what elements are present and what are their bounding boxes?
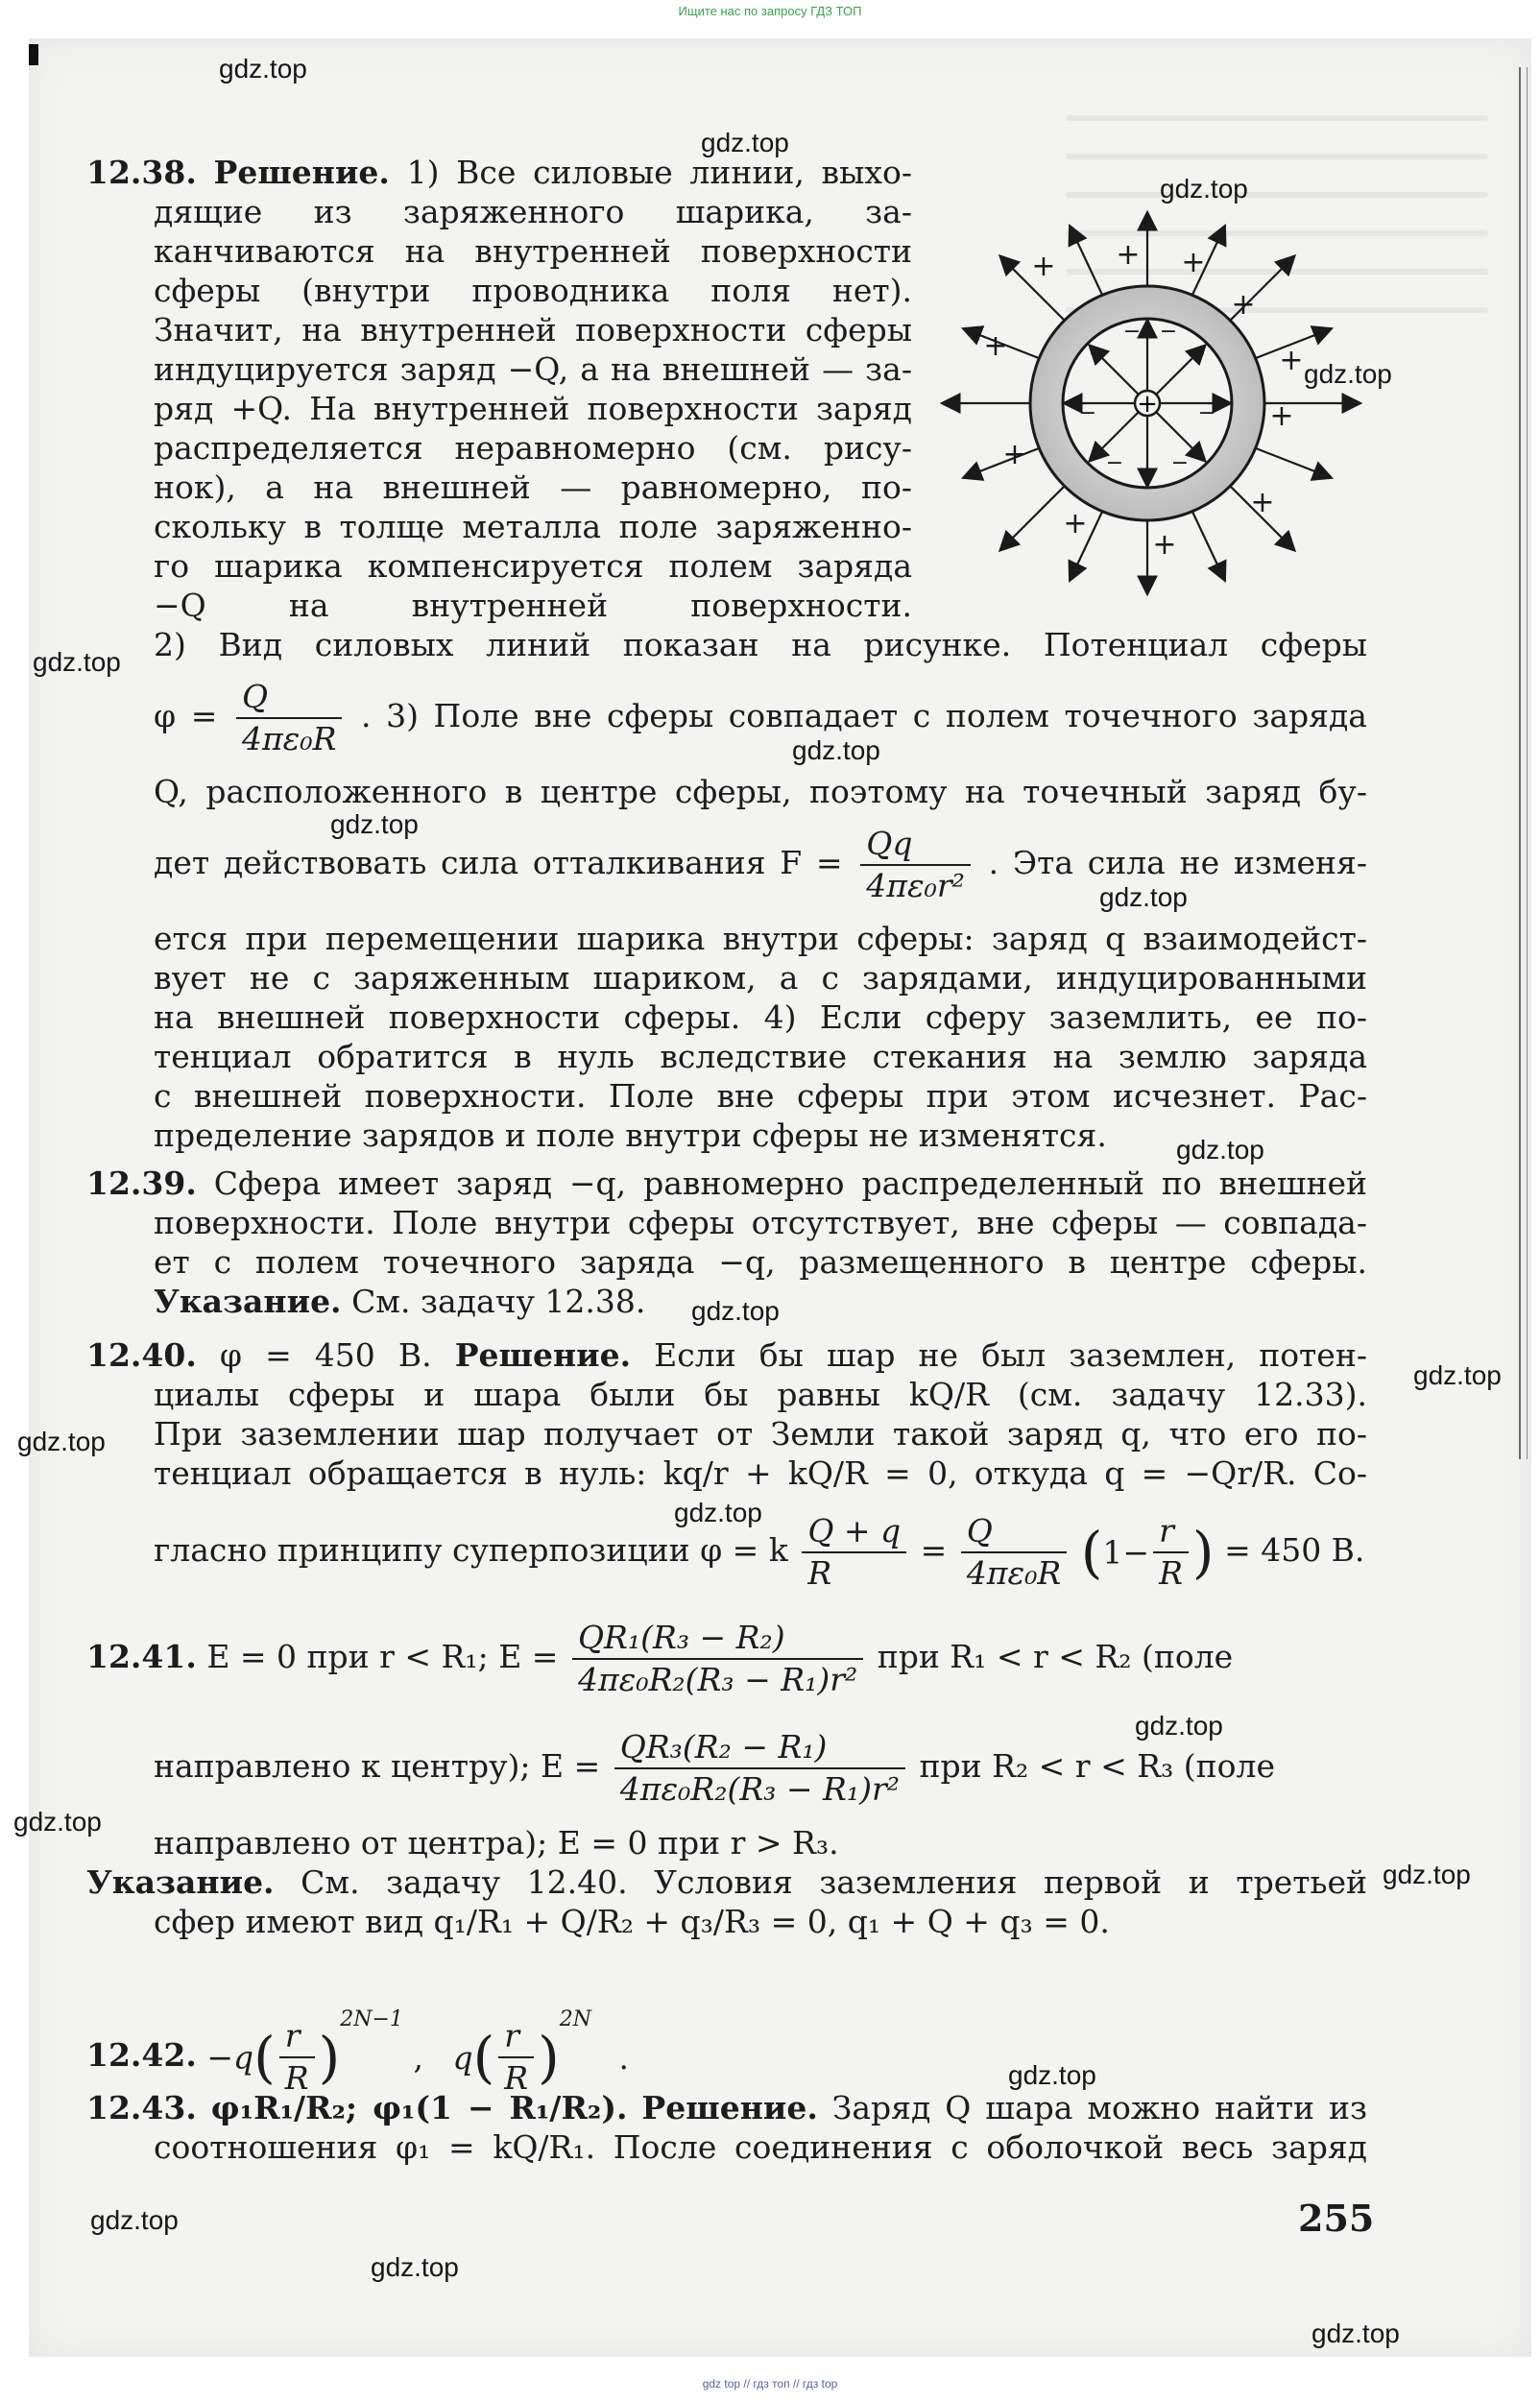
text-segment: направлено к центру); E = [154, 1747, 601, 1785]
solution-label: Решение. [641, 2089, 818, 2126]
text-segment: при R₂ < r < R₃ (поле [919, 1747, 1276, 1785]
formula-line [154, 672, 1367, 760]
text-segment: φ = [154, 697, 218, 734]
watermark: gdz.top [17, 1427, 106, 1456]
fraction [961, 1511, 1067, 1594]
text-segment: Сфера имеет заряд −q, равномерно распределенный по внешней [213, 1165, 1367, 1202]
text-line: тенциал обратится в нуль вследствие стекания на землю заряда [154, 1038, 1367, 1075]
fraction [279, 2016, 315, 2099]
numerator: r [1153, 1511, 1189, 1553]
text-line: циалы сферы и шара были бы равны kQ/R (см. задачу 12.33). [154, 1376, 1367, 1413]
watermark: gdz.top [90, 2205, 179, 2235]
plus-sign: + [983, 329, 1008, 363]
end-period: . [618, 2038, 629, 2077]
text-segment: Заряд Q шара можно найти из [831, 2089, 1367, 2126]
fraction [614, 1727, 905, 1810]
denominator: R [504, 2059, 529, 2097]
text-line: При заземлении шар получает от Земли такой заряд q, что его по- [154, 1415, 1367, 1453]
text-line: соотношения φ₁ = kQ/R₁. После соединения с оболочкой весь заряд [154, 2128, 1367, 2166]
watermark: gdz.top [371, 2252, 459, 2282]
text-line [86, 2089, 1367, 2127]
watermark: gdz.top [1008, 2060, 1096, 2090]
watermark: gdz.top [13, 1807, 102, 1837]
plus-sign: + [1181, 246, 1206, 279]
text-line: ется при перемещении шарика внутри сферы: заряд q взаимодейст- [154, 920, 1367, 957]
watermark: gdz.top [33, 647, 121, 677]
answer-value: φ₁R₁/R₂; φ₁(1 − R₁/R₂). [210, 2089, 628, 2126]
formula-line: гласно принципу суперпозиции φ = k $\frac{Q + q}{R}$ = $\frac{Q}{\text{4πε₀R}}$ (1− $\frac{r}{R}$ ) = 450 В. [154, 1512, 1365, 1592]
text-line [154, 1283, 1367, 1321]
watermark: gdz.top [674, 1498, 762, 1527]
denominator: 4πε₀R [241, 720, 337, 757]
text-segment: См. задачу 12.40. Условия заземления первой и третьей [301, 1863, 1367, 1901]
watermark: gdz.top [219, 54, 307, 84]
minus-sign: − [1197, 401, 1216, 425]
problem-number: 12.40. [86, 1336, 197, 1374]
plus-sign: + [1116, 238, 1141, 272]
text-line: вует не с заряженным шариком, а с зарядами, индуцированными [154, 959, 1367, 997]
text-segment: 1) Все силовые линии, выхо- [406, 154, 912, 191]
text-line: распределяется неравномерно (см. рису- [154, 429, 912, 467]
text-line: тенциал обращается в нуль: kq/r + kQ/R = 0, откуда q = −Qr/R. Со- [154, 1454, 1367, 1492]
numerator: Qq [860, 824, 971, 866]
text-line: го шарика компенсируется полем заряда [154, 547, 912, 585]
numerator: r [279, 2016, 315, 2058]
answer-value: φ = 450 В. [219, 1336, 432, 1374]
text-segment: при R₁ < r < R₂ (поле [877, 1638, 1234, 1675]
text-line: на внешней поверхности сферы. 4) Если сферу заземлить, ее по- [154, 998, 1367, 1036]
problem-number: 12.39. [86, 1165, 197, 1202]
problem-number: 12.41. [86, 1638, 197, 1675]
denominator: 4πε₀r² [866, 867, 965, 904]
sphere-field-figure [936, 206, 1368, 600]
top-banner: Ищите нас по запросу ГДЗ ТОП [678, 4, 862, 18]
minus-sign: − [1078, 401, 1097, 425]
denominator: 4πε₀R₂(R₃ − R₁)r² [577, 1661, 858, 1698]
fraction [236, 677, 342, 759]
numerator: Q [236, 677, 342, 719]
minus-sign: − [1188, 342, 1207, 366]
problem-number: 12.38. [86, 154, 197, 191]
fraction [860, 824, 971, 906]
plus-sign: + [1031, 250, 1056, 283]
denominator: R [1159, 1554, 1183, 1592]
formula-line [154, 1722, 1367, 1811]
text-line: сфер имеют вид q₁/R₁ + Q/R₂ + q₃/R₃ = 0, q₁ + Q + q₃ = 0. [154, 1903, 1110, 1940]
plus-sign: + [1250, 486, 1275, 519]
text-line [86, 1863, 1367, 1902]
text-segment: дет действовать сила отталкивания F = [154, 844, 843, 881]
hint-label: Указание. [86, 1863, 275, 1901]
text-line: Q, расположенного в центре сферы, поэтому на точечный заряд бу- [154, 773, 1367, 810]
fraction [498, 2016, 534, 2099]
watermark: gdz.top [1099, 882, 1188, 912]
bottom-banner: gdz top // гдз топ // гдз top [702, 2377, 838, 2390]
text-segment: . 3) Поле вне сферы совпадает с полем точечного заряда [361, 697, 1367, 734]
problem-number: 12.43. [86, 2089, 197, 2126]
minus-sign: − [1105, 451, 1124, 475]
equals-sign: = [920, 1531, 948, 1569]
page-number: 255 [1298, 2197, 1375, 2240]
watermark: gdz.top [330, 809, 419, 839]
text-line: 2) Вид силовых линий показан на рисунке. Потенциал сферы [154, 626, 1367, 663]
plus-sign: + [1002, 438, 1027, 471]
minus-sign: − [1122, 320, 1142, 344]
fraction [802, 1511, 906, 1594]
ball-charge-sign: + [1137, 390, 1158, 419]
text-line: индуцируется заряд −Q, а на внешней — за- [154, 350, 912, 388]
text-line: дящие из заряженного шарика, за- [154, 193, 912, 230]
text-line: ет с полем точечного заряда −q, размещенного в центре сферы. [154, 1243, 1367, 1281]
minus-sign: − [1159, 320, 1178, 344]
formula-line [154, 819, 1367, 907]
denominator: R [284, 2059, 309, 2097]
text-segment: Если бы шар не был заземлен, потен- [654, 1336, 1367, 1374]
text-segment: гласно принципу суперпозиции φ = k [154, 1531, 788, 1569]
text-segment: q [452, 2038, 473, 2077]
plus-sign: + [1152, 528, 1177, 562]
formula-line: 12.42. −q( $\frac{r}{R}$ )$^{2N-1}$ , q( $\frac{r}{R}$ )$^{2N}$ . [86, 2007, 629, 2097]
watermark: gdz.top [1383, 1860, 1471, 1889]
text-segment: См. задачу 12.38. [351, 1283, 646, 1320]
hint-label: Указание. [154, 1283, 342, 1320]
plus-sign: + [1279, 344, 1304, 377]
watermark: gdz.top [1135, 1711, 1223, 1741]
text-segment: −q [206, 2038, 254, 2077]
text-line: канчиваются на внутренней поверхности [154, 232, 912, 270]
plus-sign: + [1063, 507, 1088, 540]
denominator: 4πε₀R₂(R₃ − R₁)r² [619, 1770, 900, 1808]
watermark: gdz.top [1304, 359, 1392, 389]
solution-label: Решение. [213, 154, 390, 191]
scan-corner-mark [29, 44, 38, 65]
text-line [86, 154, 912, 192]
text-line: с внешней поверхности. Поле вне сферы при этом исчезнет. Рас- [154, 1077, 1367, 1115]
paren-close: ) [1191, 1520, 1215, 1585]
watermark: gdz.top [1413, 1360, 1502, 1390]
denominator: R [807, 1554, 832, 1592]
numerator: Q [961, 1511, 1067, 1553]
solution-label: Решение. [454, 1336, 632, 1374]
minus-sign: − [1088, 342, 1107, 366]
formula-line [86, 1613, 1367, 1701]
text-line: скольку в толще металла поле заряженно- [154, 508, 912, 545]
watermark: gdz.top [792, 735, 880, 765]
watermark: gdz.top [1311, 2318, 1400, 2348]
text-line: нок), а на внешней — равномерно, по- [154, 468, 912, 506]
exponent: 2N−1 [340, 2007, 403, 2031]
numerator: Q + q [802, 1511, 906, 1553]
text-segment: = 450 В. [1224, 1531, 1365, 1569]
text-line: ряд +Q. На внутренней поверхности заряд [154, 390, 912, 427]
watermark: gdz.top [691, 1296, 780, 1326]
text-line: Значит, на внутренней поверхности сферы [154, 311, 912, 348]
watermark: gdz.top [701, 128, 789, 157]
exponent: 2N [559, 2007, 591, 2031]
fraction [572, 1618, 863, 1700]
numerator: QR₃(R₂ − R₁) [614, 1727, 905, 1769]
plus-sign: + [1269, 399, 1294, 433]
text-line: поверхности. Поле внутри сферы отсутствует, вне сферы — совпада- [154, 1204, 1367, 1241]
separator: , [413, 2038, 423, 2077]
text-line: направлено от центра); E = 0 при r > R₃. [154, 1824, 839, 1862]
text-line: −Q на внутренней поверхности. [154, 587, 912, 624]
text-segment: E = 0 при r < R₁; E = [206, 1638, 559, 1675]
text-line [86, 1336, 1367, 1375]
text-segment: . Эта сила не изменя- [988, 844, 1367, 881]
problem-number: 12.42. [86, 2036, 197, 2074]
watermark: gdz.top [1176, 1135, 1264, 1165]
text-line: пределение зарядов и поле внутри сферы не изменятся. [154, 1117, 1107, 1154]
paren-open: ( [1080, 1520, 1103, 1585]
page-edge-lines [1519, 67, 1528, 1459]
text-line: сферы (внутри проводника поля нет). [154, 272, 912, 309]
minus-sign: − [1170, 451, 1190, 475]
watermark: gdz.top [1160, 174, 1248, 204]
plus-sign: + [1231, 288, 1256, 322]
text-line [86, 1165, 1367, 1203]
numerator: r [498, 2016, 534, 2058]
denominator: 4πε₀R [966, 1554, 1062, 1592]
fraction [1153, 1511, 1189, 1594]
numerator: QR₁(R₃ − R₂) [572, 1618, 863, 1660]
